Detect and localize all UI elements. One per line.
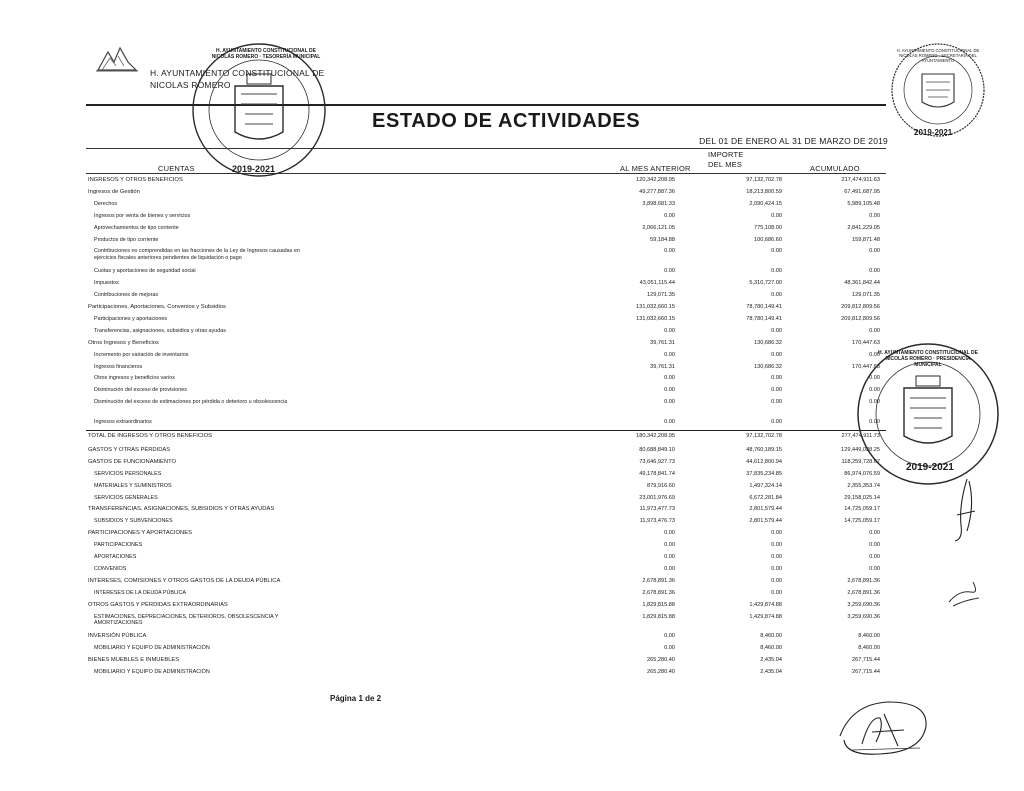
cell-acumulado: 0.00 <box>869 351 880 358</box>
cell-del-mes: 130,686.32 <box>754 363 782 370</box>
cell-mes-anterior: 0.00 <box>664 212 675 219</box>
cell-acumulado: 0.00 <box>869 248 880 255</box>
cell-del-mes: 0.00 <box>771 387 782 394</box>
cell-del-mes: 2,435.04 <box>760 669 782 676</box>
cell-del-mes: 0.00 <box>771 589 782 596</box>
cell-acumulado: 0.00 <box>869 530 880 537</box>
cell-del-mes: 0.00 <box>771 542 782 549</box>
cell-del-mes: 78,780,149.41 <box>746 304 782 310</box>
table-row <box>0 225 1024 235</box>
cell-acumulado: 129,071.35 <box>852 292 880 299</box>
cell-mes-anterior: 11,973,477.73 <box>639 506 675 513</box>
table-row <box>0 657 1024 667</box>
row-label: Ingresos extraordinarios <box>94 419 152 426</box>
column-header-mes-anterior: AL MES ANTERIOR <box>620 164 691 173</box>
cell-mes-anterior: 0.00 <box>664 530 675 537</box>
column-header-importe-line1: IMPORTE <box>708 150 744 159</box>
cell-acumulado: 5,989,105.48 <box>847 200 880 207</box>
presidency-seal-text: H. AYUNTAMIENTO CONSTITUCIONAL DE NICOLÁS ROMERO · PRESIDENCIA MUNICIPAL <box>878 350 978 368</box>
row-label: INTERESES, COMISIONES Y OTROS GASTOS DE LA DEUDA PÚBLICA <box>88 577 281 584</box>
table-row <box>0 602 1024 612</box>
cell-acumulado: 8,460.00 <box>858 645 880 652</box>
cell-del-mes: 0.00 <box>771 375 782 382</box>
cell-del-mes: 0.00 <box>771 292 782 299</box>
cell-mes-anterior: 39,761.31 <box>650 363 675 370</box>
row-label: MOBILIARIO Y EQUIPO DE ADMINISTRACIÓN <box>94 669 210 676</box>
table-row <box>0 530 1024 540</box>
row-label: GASTOS DE FUNCIONAMIENTO <box>88 458 177 465</box>
row-label: Otros ingresos y beneficios varios <box>94 375 175 382</box>
table-row <box>0 518 1024 528</box>
row-label: BIENES MUEBLES E INMUEBLES <box>88 657 180 664</box>
cell-mes-anterior: 2,678,891.36 <box>642 589 675 596</box>
cell-mes-anterior: 129,071.35 <box>647 292 675 299</box>
table-row <box>0 304 1024 314</box>
cell-del-mes: 37,835,234.85 <box>746 470 782 477</box>
cell-del-mes: 0.00 <box>771 327 782 334</box>
table-row <box>0 201 1024 211</box>
cell-del-mes: 0.00 <box>771 268 782 275</box>
cell-del-mes: 0.00 <box>771 530 782 537</box>
table-row <box>0 237 1024 247</box>
cell-mes-anterior: 39,761.31 <box>650 339 675 346</box>
table-row <box>0 268 1024 278</box>
cell-acumulado: 0.00 <box>869 542 880 549</box>
table-row <box>0 554 1024 564</box>
cell-del-mes: 78,780,149.41 <box>746 315 782 322</box>
cell-acumulado: 267,715.44 <box>852 669 880 676</box>
cell-mes-anterior: 80,688,849.10 <box>639 446 675 453</box>
cell-del-mes: 1,429,874.88 <box>749 613 782 620</box>
cell-mes-anterior: 0.00 <box>664 565 675 572</box>
row-label: TRANSFERENCIAS, ASIGNACIONES, SUBSIDIOS Y OTRAS AYUDAS <box>88 506 275 513</box>
cell-acumulado: 217,474,911.63 <box>841 177 880 183</box>
cell-mes-anterior: 0.00 <box>664 542 675 549</box>
cell-mes-anterior: 0.00 <box>664 387 675 394</box>
cell-mes-anterior: 0.00 <box>664 351 675 358</box>
cell-mes-anterior: 0.00 <box>664 268 675 275</box>
cell-del-mes: 0.00 <box>771 399 782 406</box>
cell-del-mes: 6,672,281.84 <box>749 494 782 501</box>
cell-acumulado: 277,474,911.73 <box>841 433 880 439</box>
table-row <box>0 542 1024 552</box>
cell-acumulado: 86,974,076.59 <box>844 470 880 477</box>
organization-name-line1: H. AYUNTAMIENTO CONSTITUCIONAL DE <box>150 68 325 78</box>
cell-acumulado: 159,871.48 <box>852 236 880 243</box>
row-label: PARTICIPACIONES <box>94 542 143 549</box>
cell-mes-anterior: 11,973,476.73 <box>639 518 675 525</box>
row-label: Disminución del exceso de estimaciones por pérdida o deterioro u obsolescencia <box>94 399 288 406</box>
row-label: MATERIALES Y SUMINISTROS <box>94 482 172 489</box>
cell-acumulado: 170,447.63 <box>852 363 880 370</box>
cell-acumulado: 0.00 <box>869 375 880 382</box>
cell-del-mes: 2,801,579.44 <box>749 518 782 525</box>
row-label: Cuotas y aportaciones de seguridad social <box>94 268 196 275</box>
row-label: Impuestos <box>94 280 119 287</box>
table-row <box>0 614 1024 624</box>
cell-acumulado: 0.00 <box>869 419 880 426</box>
row-label: INTERESES DE LA DEUDA PÚBLICA <box>94 589 186 596</box>
cell-del-mes: 1,497,324.14 <box>749 482 782 489</box>
cell-mes-anterior: 73,646,927.73 <box>639 458 675 465</box>
cell-del-mes: 48,760,189.15 <box>746 446 782 453</box>
row-label: INGRESOS Y OTROS BENEFICIOS <box>88 177 183 183</box>
table-row <box>0 292 1024 302</box>
cell-del-mes: 2,435.04 <box>760 657 782 664</box>
row-label: Otros Ingresos y Beneficios <box>88 339 159 346</box>
cell-mes-anterior: 0.00 <box>664 419 675 426</box>
table-row <box>0 566 1024 576</box>
cell-mes-anterior: 180,342,208.95 <box>636 433 675 439</box>
cell-mes-anterior: 0.00 <box>664 554 675 560</box>
cell-del-mes: 0.00 <box>771 554 782 560</box>
cell-mes-anterior: 879,916.60 <box>647 482 675 489</box>
table-row <box>0 669 1024 679</box>
cell-mes-anterior: 49,178,841.74 <box>639 470 675 477</box>
table-row <box>0 189 1024 199</box>
cell-mes-anterior: 3,898,681.33 <box>642 200 675 207</box>
row-label: Transferencias, asignaciones, subsidios y otras ayudas <box>94 327 226 334</box>
row-label: SUBSIDIOS Y SUBVENCIONES <box>94 518 173 525</box>
table-row <box>0 495 1024 505</box>
cell-del-mes: 0.00 <box>771 419 782 426</box>
cell-acumulado: 129,449,038.25 <box>841 446 880 453</box>
cell-del-mes: 100,686.60 <box>754 236 782 243</box>
cell-acumulado: 3,259,690.36 <box>847 613 880 620</box>
row-label: Contribuciones no comprendidas en las fracciones de la Ley de Ingresos causadas en ejercicios fiscales anteriores pendientes de liquidación o pago <box>94 248 300 261</box>
table-row <box>0 645 1024 655</box>
cell-acumulado: 267,715.44 <box>852 657 880 664</box>
cell-acumulado: 0.00 <box>869 387 880 394</box>
total-rule <box>86 430 886 431</box>
cell-acumulado: 67,491,687.95 <box>844 188 880 195</box>
cell-del-mes: 5,310,727.00 <box>749 280 782 287</box>
cell-acumulado: 118,259,728.67 <box>841 458 880 465</box>
cell-del-mes: 0.00 <box>771 577 782 584</box>
row-label: Ingresos de Gestión <box>88 188 140 195</box>
cell-del-mes: 97,132,702.78 <box>746 433 782 439</box>
table-row <box>0 280 1024 290</box>
cell-acumulado: 2,678,891.36 <box>847 577 880 584</box>
cell-acumulado: 14,725,059.17 <box>844 518 880 525</box>
table-row <box>0 213 1024 223</box>
cell-del-mes: 2,801,579.44 <box>749 506 782 513</box>
row-label: Derechos <box>94 200 118 207</box>
cell-acumulado: 3,259,690.36 <box>847 601 880 608</box>
cell-mes-anterior: 1,829,815.88 <box>642 601 675 608</box>
cell-del-mes: 2,090,424.15 <box>749 200 782 207</box>
row-label: OTROS GASTOS Y PÉRDIDAS EXTRAORDINARIAS <box>88 601 228 608</box>
cell-mes-anterior: 0.00 <box>664 375 675 382</box>
cell-mes-anterior: 0.00 <box>664 399 675 406</box>
table-row <box>0 316 1024 326</box>
cell-del-mes: 130,686.32 <box>754 339 782 346</box>
secretary-seal-text: H. AYUNTAMIENTO CONSTITUCIONAL DE NICOLÁS ROMERO · SECRETARÍA DEL AYUNTAMIENTO <box>896 48 980 63</box>
cell-acumulado: 29,158,025.14 <box>844 494 880 501</box>
table-row <box>0 590 1024 600</box>
cell-acumulado: 0.00 <box>869 327 880 334</box>
signature-2-icon <box>945 572 985 612</box>
row-label: Ingresos financieros <box>94 363 143 370</box>
cell-mes-anterior: 49,277,887.36 <box>639 188 675 195</box>
cell-acumulado: 48,361,842.44 <box>844 280 880 287</box>
table-row <box>0 506 1024 516</box>
row-label: SERVICIOS PERSONALES <box>94 470 162 477</box>
signature-1-icon <box>945 475 985 545</box>
cell-mes-anterior: 0.00 <box>664 248 675 255</box>
cell-mes-anterior: 265,280.40 <box>647 669 675 676</box>
row-label: Incremento por variación de inventarios <box>94 351 189 358</box>
cell-mes-anterior: 23,001,976.69 <box>639 494 675 501</box>
report-period: DEL 01 DE ENERO AL 31 DE MARZO DE 2019 <box>699 136 888 146</box>
cell-del-mes: 0.00 <box>771 212 782 219</box>
table-row <box>0 578 1024 588</box>
cell-mes-anterior: 0.00 <box>664 327 675 334</box>
cell-del-mes: 1,429,874.88 <box>749 601 782 608</box>
cell-mes-anterior: 43,051,115.44 <box>639 280 675 287</box>
cell-del-mes: 0.00 <box>771 351 782 358</box>
cell-acumulado: 209,812,809.56 <box>841 304 880 310</box>
cell-mes-anterior: 131,032,660.15 <box>636 315 675 322</box>
row-label: ESTIMACIONES, DEPRECIACIONES, DETERIOROS, OBSOLESCENCIA Y AMORTIZACIONES <box>94 613 279 626</box>
column-header-importe-line2: DEL MES <box>708 160 743 169</box>
cell-del-mes: 0.00 <box>771 248 782 255</box>
cell-del-mes: 0.00 <box>771 565 782 572</box>
row-label: PARTICIPACIONES Y APORTACIONES <box>88 530 192 537</box>
cell-acumulado: 209,812,809.56 <box>841 315 880 322</box>
cell-del-mes: 44,612,800.94 <box>746 458 782 465</box>
cell-mes-anterior: 2,066,121.05 <box>642 224 675 231</box>
cell-del-mes: 8,460.00 <box>760 633 782 640</box>
cell-acumulado: 2,841,229.05 <box>847 224 880 231</box>
cell-mes-anterior: 2,678,891.36 <box>642 577 675 584</box>
treasury-seal <box>185 40 333 180</box>
row-label: GASTOS Y OTRAS PÉRDIDAS <box>88 446 171 453</box>
cell-mes-anterior: 59,184.88 <box>650 236 675 243</box>
cell-acumulado: 0.00 <box>869 565 880 572</box>
row-label: INVERSIÓN PÚBLICA <box>88 633 147 640</box>
cell-acumulado: 170,447.63 <box>852 339 880 346</box>
signature-3-icon <box>832 696 936 762</box>
treasury-seal-years: 2019-2021 <box>232 164 276 174</box>
cell-acumulado: 0.00 <box>869 399 880 406</box>
cell-mes-anterior: 0.00 <box>664 633 675 640</box>
cell-mes-anterior: 265,280.40 <box>647 657 675 664</box>
secretary-seal-years: 2019-2021 <box>914 128 953 137</box>
cell-acumulado: 8,460.00 <box>858 633 880 640</box>
row-label: Productos de tipo corriente <box>94 236 159 243</box>
cell-acumulado: 14,725,059.17 <box>844 506 880 513</box>
cell-mes-anterior: 1,829,815.88 <box>642 613 675 620</box>
cell-mes-anterior: 120,342,208.95 <box>636 177 675 183</box>
column-header-cuentas: CUENTAS <box>158 164 195 173</box>
cell-mes-anterior: 0.00 <box>664 645 675 652</box>
cell-mes-anterior: 131,032,660.15 <box>636 304 675 310</box>
cell-acumulado: 0.00 <box>869 212 880 219</box>
row-label: APORTACIONES <box>94 554 137 560</box>
cell-acumulado: 2,355,353.74 <box>847 482 880 489</box>
row-label: Ingresos por venta de bienes y servicios <box>94 212 191 219</box>
row-label: MOBILIARIO Y EQUIPO DE ADMINISTRACIÓN <box>94 645 210 652</box>
row-label: CONVENIOS <box>94 565 127 572</box>
cell-acumulado: 2,678,891.36 <box>847 589 880 596</box>
row-label: Participaciones y aportaciones <box>94 315 168 322</box>
page-title: ESTADO DE ACTIVIDADES <box>372 110 641 132</box>
row-label: Contribuciones de mejoras <box>94 292 159 299</box>
row-label: Aprovechamientos de tipo corriente <box>94 224 179 231</box>
table-row <box>0 248 1024 261</box>
page-number: Página 1 de 2 <box>330 694 382 703</box>
row-label: SERVICIOS GENERALES <box>94 494 158 501</box>
cell-del-mes: 18,213,800.59 <box>746 188 782 195</box>
table-row <box>0 177 1024 187</box>
cell-del-mes: 775,108.00 <box>754 224 782 231</box>
table-row <box>0 328 1024 338</box>
treasury-seal-text: H. AYUNTAMIENTO CONSTITUCIONAL DE NICOLÁS ROMERO · TESORERÍA MUNICIPAL <box>211 48 321 60</box>
cell-del-mes: 97,132,702.78 <box>746 177 782 183</box>
row-label: Participaciones, Aportaciones, Convenios y Subsidios <box>88 304 226 310</box>
row-label: TOTAL DE INGRESOS Y OTROS BENEFICIOS <box>88 433 213 439</box>
column-header-acumulado: ACUMULADO <box>810 164 860 173</box>
cell-acumulado: 0.00 <box>869 554 880 560</box>
presidency-seal-years: 2019-2021 <box>906 462 954 473</box>
row-label: Disminución del exceso de provisiones <box>94 387 187 394</box>
organization-name-line2: NICOLAS ROMERO <box>150 80 231 90</box>
cell-del-mes: 8,460.00 <box>760 645 782 652</box>
cell-acumulado: 0.00 <box>869 268 880 275</box>
table-row <box>0 633 1024 643</box>
